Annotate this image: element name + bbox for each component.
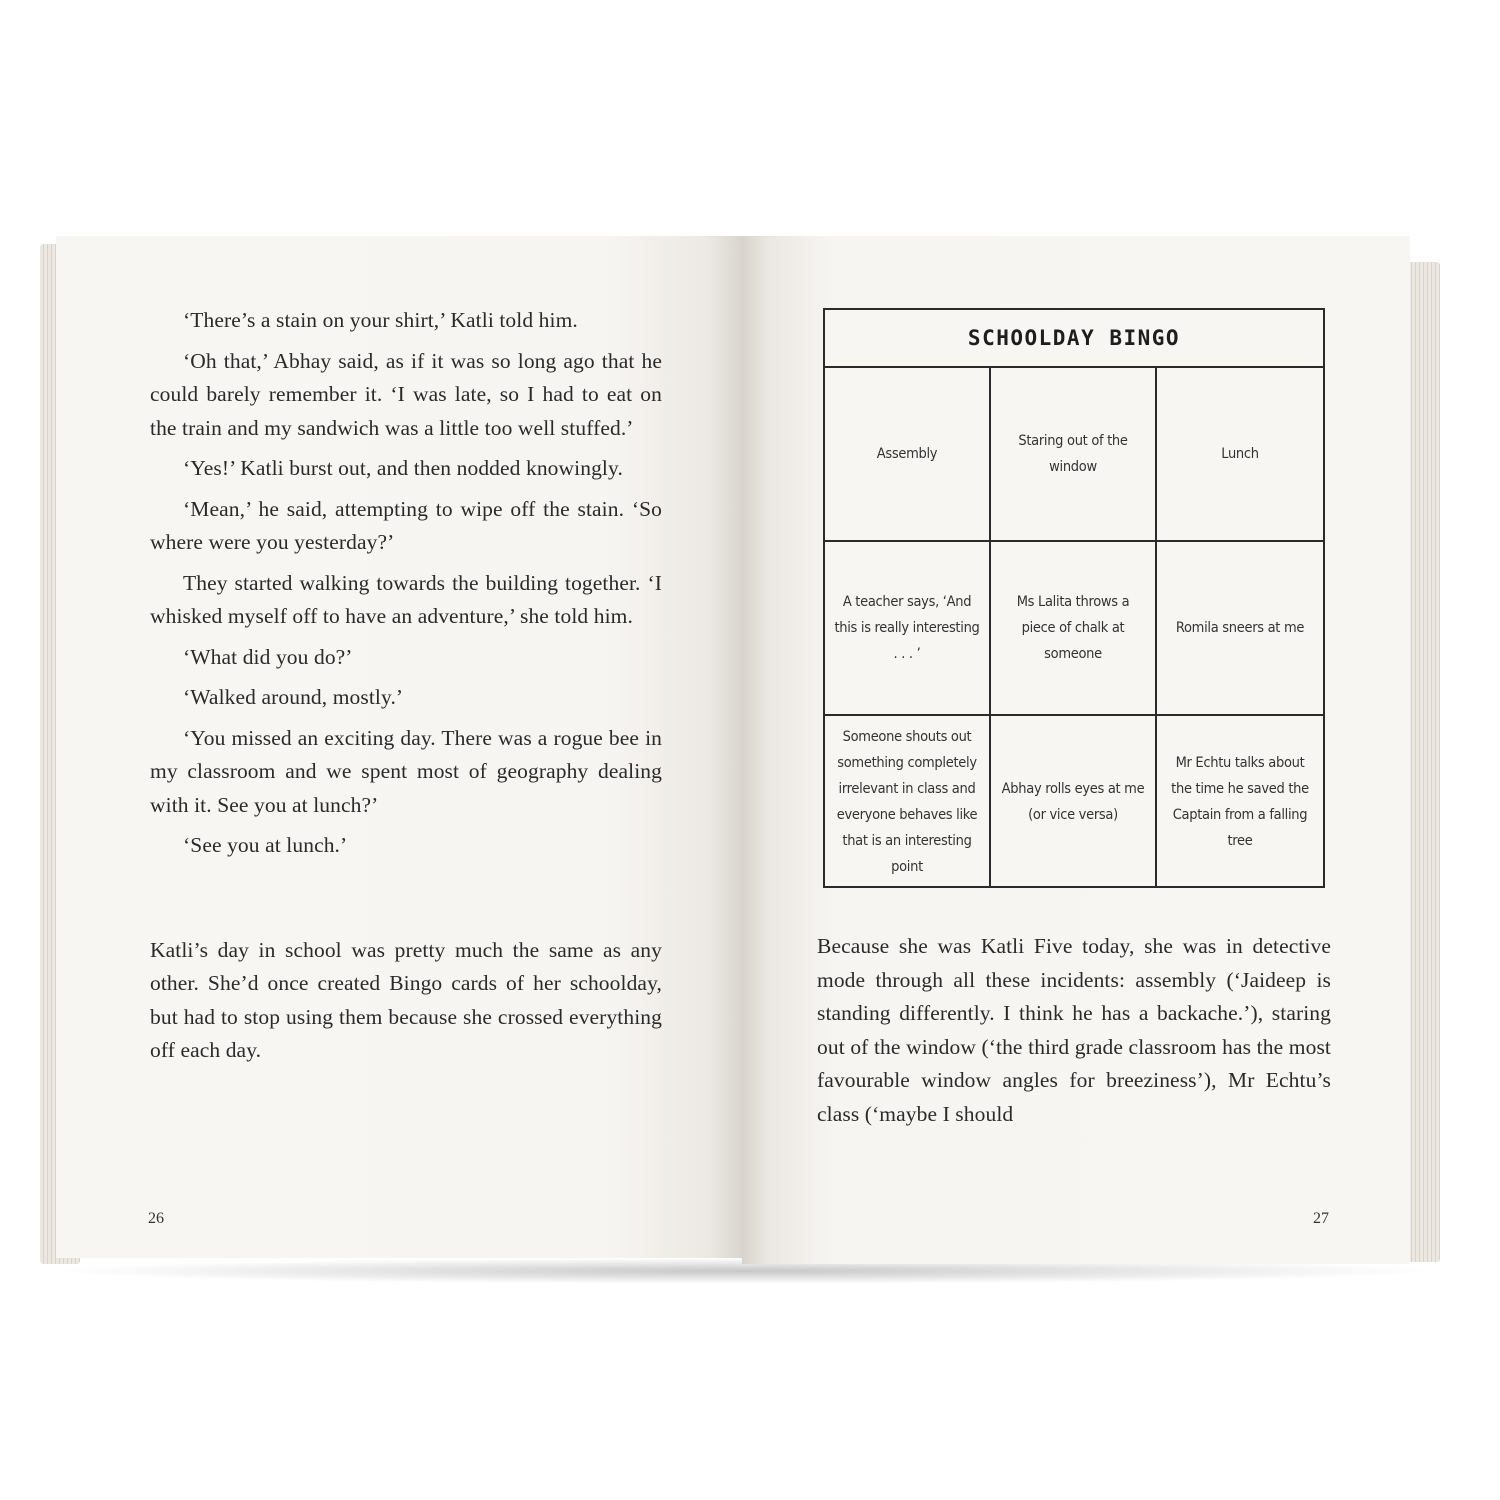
section-break bbox=[150, 870, 662, 934]
page-number-right: 27 bbox=[1313, 1210, 1329, 1227]
right-page bbox=[742, 236, 1410, 1264]
bingo-grid bbox=[825, 368, 1323, 888]
left-page bbox=[56, 236, 742, 1258]
paragraph: ‘There’s a stain on your shirt,’ Katli told him. bbox=[183, 308, 578, 332]
bingo-cell: Lunch bbox=[1157, 368, 1323, 542]
page-number-left: 26 bbox=[148, 1210, 164, 1227]
paragraph: ‘Yes!’ Katli burst out, and then nodded knowingly. bbox=[183, 456, 623, 480]
paragraph: ‘See you at lunch.’ bbox=[183, 833, 348, 857]
bingo-cell: Mr Echtu talks about the time he saved the Captain from a falling tree bbox=[1171, 755, 1309, 849]
paragraph: ‘What did you do?’ bbox=[183, 644, 353, 669]
bingo-cell: Assembly bbox=[825, 368, 991, 542]
right-page-text bbox=[817, 930, 1331, 1131]
paragraph: ‘Mean,’ he said, attempting to wipe off the stain. ‘So where were you yesterday?’ bbox=[150, 496, 662, 554]
left-page-text bbox=[150, 304, 662, 1075]
section-paragraph: Katli’s day in school was pretty much the same as any other. She’d once created Bingo cards of her schoolday, but had to stop using them because she crossed everything off each day. bbox=[150, 937, 662, 1062]
bingo-cell: Romila sneers at me bbox=[1157, 542, 1323, 716]
paragraph: Because she was Katli Five today, she was in detective mode through all these incidents: assembly (‘Jaideep is standing differently. I think he has a backache.’), staring out of the window (‘the third grade classroom has the most favourable window angles for breeziness’), Mr Echtu’s class (‘maybe I should bbox=[817, 934, 1331, 1126]
bingo-title: SCHOOLDAY BINGO bbox=[825, 310, 1323, 368]
paragraph: ‘Walked around, mostly.’ bbox=[183, 685, 404, 709]
bingo-card bbox=[823, 308, 1325, 888]
paragraph: ‘Oh that,’ Abhay said, as if it was so long ago that he could barely remember it. ‘I was late, so I had to eat on the train and my sandwich was a little too well stuffed.’ bbox=[150, 348, 662, 440]
bingo-cell: Abhay rolls eyes at me (or vice versa) bbox=[991, 716, 1157, 888]
bingo-cell: Staring out of the window bbox=[991, 368, 1157, 542]
paragraph: ‘You missed an exciting day. There was a rogue bee in my classroom and we spent most of geography dealing with it. See you at lunch?’ bbox=[150, 725, 662, 817]
bingo-cell: Ms Lalita throws a piece of chalk at someone bbox=[991, 542, 1157, 716]
bingo-cell: A teacher says, ‘And this is really interesting . . . ’ bbox=[825, 542, 991, 716]
paragraph: They started walking towards the building together. ‘I whisked myself off to have an adventure,’ she told him. bbox=[150, 570, 662, 628]
bingo-cell: Someone shouts out something completely irrelevant in class and everyone behaves like that is an interesting point bbox=[825, 716, 991, 888]
